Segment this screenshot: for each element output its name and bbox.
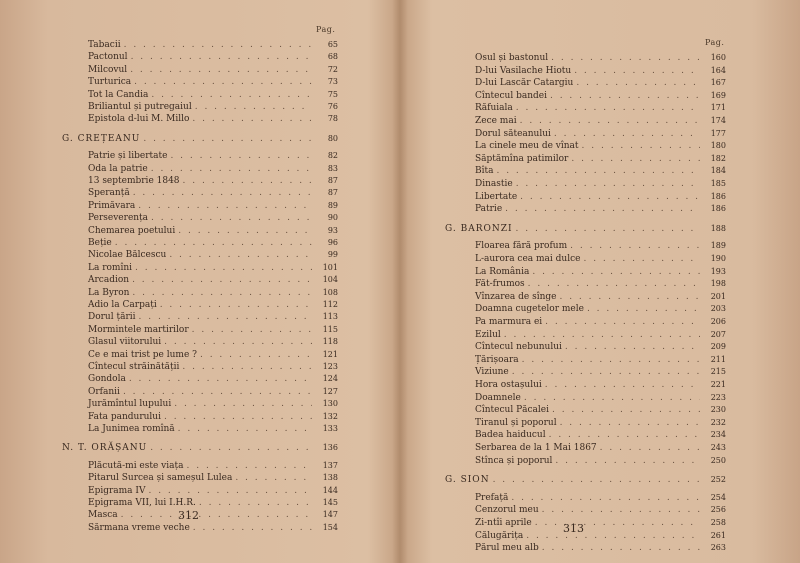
toc-entry (475, 378, 726, 391)
toc-entry (475, 265, 726, 278)
toc-entry (88, 236, 338, 249)
author-name: N. T. ORĂȘANU (62, 443, 148, 454)
page-ref: 189 (710, 241, 726, 251)
toc-entry (475, 353, 726, 366)
toc-entry (475, 365, 726, 378)
poem-title: Țărișoara (475, 354, 519, 365)
toc-entry (88, 397, 338, 410)
page-number: 312 (178, 509, 199, 522)
page-ref: 108 (322, 287, 338, 297)
page-ref: 182 (710, 153, 726, 163)
page-ref: 169 (710, 90, 726, 100)
poem-title: Tiranul și poporul (475, 417, 557, 428)
poem-title: Răfuiala (475, 103, 513, 114)
poem-title: Osul și bastonul (475, 53, 549, 63)
toc-entry (88, 224, 338, 237)
page-ref: 177 (710, 128, 726, 138)
poem-title: Ezilul (475, 329, 501, 340)
poem-title: Dinastie (475, 179, 513, 189)
toc-entry (88, 310, 338, 323)
page-ref: 80 (327, 133, 338, 143)
toc-entry (88, 50, 338, 63)
page-ref: 73 (327, 77, 338, 87)
poem-title: Părul meu alb (475, 543, 539, 554)
page-ref: 206 (710, 317, 726, 326)
toc-entry (88, 508, 338, 521)
dot-leader (516, 223, 700, 236)
page-ref: 112 (322, 300, 338, 309)
toc-entry (475, 428, 726, 441)
toc-entry (475, 315, 726, 328)
toc-entry (475, 252, 726, 265)
poem-title: Adio la Carpați (88, 300, 157, 310)
page-ref: 186 (710, 204, 726, 214)
page-ref: 160 (710, 53, 726, 62)
poem-title: Zi-ntîi aprile (475, 518, 532, 528)
poem-title: La Junimea romînă (88, 424, 175, 434)
toc-entry (475, 416, 726, 429)
poem-title: La cinele meu de vînat (475, 141, 579, 152)
page-ref: 76 (327, 102, 338, 111)
poem-title: Chemarea poetului (88, 225, 176, 236)
toc-entry (88, 496, 338, 509)
toc-entry (88, 360, 338, 373)
poem-title: Tabacii (88, 40, 121, 50)
poem-title: Viziune (475, 367, 509, 378)
poem-title: Turturica (88, 77, 132, 88)
poem-title: Arcadion (88, 275, 130, 286)
poem-title: Briliantul și putregaiul (88, 102, 192, 112)
page-ref: 147 (322, 510, 338, 520)
page-ref: 115 (322, 324, 338, 334)
poem-title: Sărmana vreme veche (88, 522, 190, 533)
page-ref: 207 (710, 329, 726, 339)
page-ref: 82 (327, 151, 338, 161)
poem-title: Plăcută-mi este viața (88, 460, 184, 471)
toc-entry (475, 529, 726, 542)
toc-entry (475, 290, 726, 303)
poem-title: Ce e mai trist pe lume ? (88, 349, 197, 360)
poem-title: Serbarea de la 1 Mai 1867 (475, 443, 597, 453)
page-ref: 90 (327, 213, 338, 223)
page-ref: 171 (710, 103, 726, 113)
poem-title: L-aurora cea mai dulce (475, 254, 581, 264)
toc-author-heading (445, 222, 726, 235)
toc-entry (475, 139, 726, 152)
page-ref: 174 (710, 116, 726, 125)
toc-entry (475, 516, 726, 529)
poem-title: Pitarul Surcea și sameșul Lulea (88, 473, 233, 484)
toc-entry (88, 385, 338, 398)
page-ref: 188 (710, 223, 726, 233)
toc-entry (88, 112, 338, 125)
poem-title: Vînzarea de sînge (475, 291, 557, 302)
toc-entry (475, 391, 726, 404)
toc-entry (475, 541, 726, 554)
poem-title: Speranță (88, 188, 130, 199)
page-ref: 83 (327, 163, 338, 173)
page-ref: 127 (322, 386, 338, 396)
page-ref: 154 (322, 522, 338, 532)
poem-title: Stînca și poporul (475, 455, 553, 466)
page-ref: 184 (710, 166, 726, 176)
poem-title: Făt-frumos (475, 279, 525, 290)
poem-title: Pa marmura ei (475, 317, 543, 327)
page-ref: 104 (322, 275, 338, 285)
toc-entry (88, 199, 338, 212)
dot-leader (192, 113, 312, 126)
toc-entry (88, 484, 338, 497)
poem-title: Jurămîntul lupului (88, 399, 172, 410)
toc-entry (475, 64, 726, 77)
toc-entry (475, 164, 726, 177)
poem-title: Dorul săteanului (475, 128, 551, 139)
page-ref: 164 (710, 65, 726, 75)
page-ref: 87 (327, 188, 338, 198)
poem-title: La Byron (88, 287, 130, 298)
page-ref: 113 (322, 312, 338, 322)
toc-entry (88, 335, 338, 348)
book-gutter (392, 0, 408, 563)
page-ref: 65 (327, 40, 338, 49)
page-ref: 75 (327, 89, 338, 99)
page-ref: 123 (322, 362, 338, 371)
poem-title: Cîntecul bandei (475, 90, 547, 101)
toc-entry (88, 100, 338, 113)
toc-entry (475, 302, 726, 315)
toc-author-heading (62, 441, 338, 454)
toc-entry (88, 88, 338, 101)
dot-leader (555, 455, 700, 468)
poem-title: Doamna cugetelor mele (475, 304, 584, 315)
toc-entry (475, 441, 726, 454)
page-ref: 185 (710, 179, 726, 188)
page-ref: 138 (322, 473, 338, 483)
toc-entry (88, 323, 338, 336)
poem-title: Badea haiducul (475, 430, 546, 441)
dot-leader (193, 522, 312, 535)
poem-title: Glasul viitorului (88, 337, 162, 348)
poem-title: Fata pandurului (88, 411, 161, 422)
toc-entry (88, 471, 338, 484)
toc-entry (475, 340, 726, 353)
page-ref: 215 (710, 367, 726, 377)
poem-title: Floarea fără profum (475, 241, 568, 252)
poem-title: Epigrama VII, lui I.H.R. (88, 498, 196, 508)
toc-entry (475, 202, 726, 215)
toc-entry (475, 403, 726, 416)
page-ref: 132 (322, 411, 338, 421)
toc-entry (88, 286, 338, 299)
toc-entry (88, 459, 338, 472)
page-ref: 99 (327, 250, 338, 260)
page-ref: 186 (710, 191, 726, 201)
poem-title: Gondola (88, 374, 126, 385)
toc-entry (88, 211, 338, 224)
poem-title: Primăvara (88, 200, 136, 211)
toc-entry (475, 51, 726, 64)
author-name: G. BARONZI (445, 223, 513, 234)
page-ref: 256 (710, 505, 726, 515)
page-ref: 145 (322, 498, 338, 507)
poem-title: Masca (88, 510, 118, 521)
page-ref: 211 (710, 354, 726, 364)
page-ref: 252 (710, 475, 726, 485)
poem-title: Bîta (475, 166, 494, 177)
poem-title: Milcovul (88, 64, 128, 75)
poem-title: Nicolae Bălcescu (88, 250, 167, 261)
poem-title: Patrie (475, 204, 503, 215)
toc-entry (475, 239, 726, 252)
toc-entry (88, 410, 338, 423)
page-ref: 258 (710, 518, 726, 527)
poem-title: D-lui Vasilache Hiotu (475, 65, 572, 76)
toc-entry (475, 454, 726, 467)
pag-column-label: Pag. (316, 25, 336, 34)
page-ref: 87 (327, 176, 338, 185)
toc-entry (475, 152, 726, 165)
page-ref: 130 (322, 399, 338, 409)
poem-title: 13 septembrie 1848 (88, 176, 180, 186)
page-ref: 68 (327, 52, 338, 62)
toc-author-heading (62, 132, 338, 145)
poem-title: La romîni (88, 262, 133, 273)
page-ref: 136 (322, 443, 338, 453)
toc-entry (475, 277, 726, 290)
toc-entry (88, 162, 338, 175)
page-ref: 263 (710, 543, 726, 553)
toc-entry (88, 348, 338, 361)
toc-entry (88, 298, 338, 311)
poem-title: Prefață (475, 492, 509, 503)
poem-title: Libertate (475, 191, 518, 202)
page-ref: 121 (322, 349, 338, 359)
page-ref: 190 (710, 254, 726, 263)
page-ref: 261 (710, 530, 726, 540)
toc-entry (88, 261, 338, 274)
dot-leader (505, 203, 700, 216)
page-ref: 144 (322, 485, 338, 495)
toc-entry (88, 38, 338, 51)
poem-title: D-lui Lascăr Catargiu (475, 78, 574, 89)
toc-entry (475, 328, 726, 341)
dot-leader (143, 133, 312, 146)
toc-entry (475, 76, 726, 89)
poem-title: Săptămîna patimilor (475, 153, 569, 164)
page-ref: 133 (322, 424, 338, 433)
poem-title: Pactonul (88, 52, 128, 63)
toc-entry (475, 114, 726, 127)
dot-leader (493, 474, 700, 487)
toc-entry (88, 75, 338, 88)
page-ref: 243 (710, 443, 726, 452)
page-ref: 232 (710, 417, 726, 427)
page-ref: 230 (710, 405, 726, 415)
poem-title: Epigrama IV (88, 485, 146, 496)
dot-leader (150, 442, 312, 455)
poem-title: Orfanii (88, 386, 120, 397)
toc-entry (475, 89, 726, 102)
page-ref: 101 (322, 262, 338, 272)
poem-title: Patrie și libertate (88, 151, 168, 162)
toc-entry (88, 174, 338, 187)
toc-entry (88, 521, 338, 534)
page-ref: 198 (710, 279, 726, 289)
page-ref: 201 (710, 291, 726, 301)
page-ref: 254 (710, 492, 726, 502)
page-ref: 250 (710, 455, 726, 465)
left-page (0, 0, 392, 563)
page-ref: 180 (710, 141, 726, 151)
poem-title: Călugărița (475, 530, 524, 541)
poem-title: Cîntecul străinătății (88, 362, 180, 372)
poem-title: Cîntecul Păcalei (475, 405, 549, 416)
poem-title: Hora ostașului (475, 380, 542, 390)
page-ref: 93 (327, 225, 338, 235)
right-page (408, 0, 800, 563)
page-ref: 96 (327, 238, 338, 247)
page-ref: 89 (327, 200, 338, 210)
page-ref: 167 (710, 78, 726, 88)
pag-column-label: Pag. (705, 38, 725, 47)
poem-title: Perseverența (88, 213, 149, 224)
toc-author-heading (445, 473, 726, 486)
dot-leader (178, 423, 312, 436)
toc-entry (475, 177, 726, 190)
poem-title: Mormintele martirilor (88, 324, 189, 335)
poem-title: Doamnele (475, 392, 521, 403)
poem-title: Tot la Candia (88, 89, 149, 100)
page-number: 313 (563, 522, 584, 535)
toc-entry (475, 503, 726, 516)
poem-title: La România (475, 266, 530, 277)
toc-entry (88, 372, 338, 385)
page-ref: 193 (710, 266, 726, 276)
page-ref: 137 (322, 460, 338, 470)
page-ref: 118 (322, 337, 338, 347)
toc-entry (88, 248, 338, 261)
poem-title: Oda la patrie (88, 163, 148, 174)
toc-entry (88, 186, 338, 199)
page-ref: 221 (710, 380, 726, 389)
page-ref: 78 (327, 114, 338, 124)
poem-title: Zece mai (475, 116, 517, 126)
poem-title: Cenzorul meu (475, 505, 539, 516)
toc-entry (475, 101, 726, 114)
page-ref: 124 (322, 374, 338, 384)
author-name: G. CREȚEANU (62, 133, 141, 144)
poem-title: Beție (88, 238, 112, 248)
toc-entry (88, 273, 338, 286)
page-ref: 203 (710, 304, 726, 314)
poem-title: Cîntecul nebunului (475, 342, 562, 353)
toc-entry (475, 190, 726, 203)
toc-entry (475, 127, 726, 140)
toc-entry (88, 63, 338, 76)
toc-entry (88, 422, 338, 435)
dot-leader (542, 542, 700, 555)
toc-entry (475, 491, 726, 504)
page-ref: 234 (710, 430, 726, 440)
author-name: G. SION (445, 475, 490, 486)
page-ref: 223 (710, 392, 726, 402)
poem-title: Dorul țării (88, 312, 136, 323)
page-ref: 72 (327, 64, 338, 74)
toc-entry (88, 149, 338, 162)
page-ref: 209 (710, 342, 726, 352)
poem-title: Epistola d-lui M. Millo (88, 114, 190, 125)
